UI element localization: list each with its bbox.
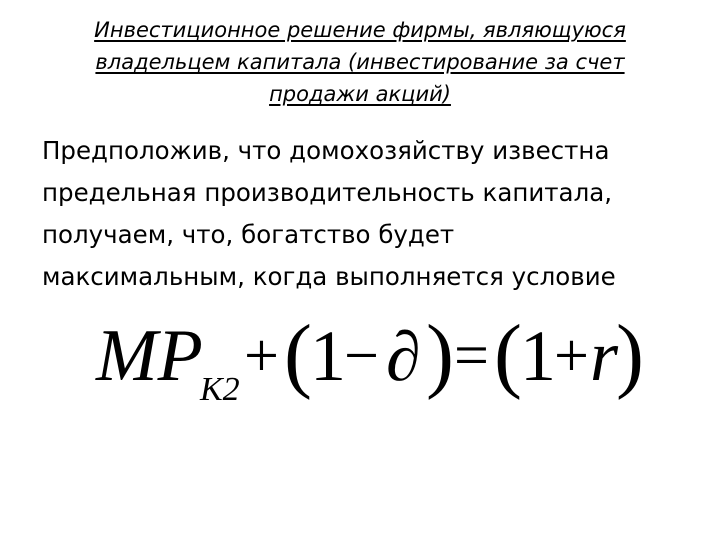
body-line-4: максимальным, когда выполняется условие [42, 262, 616, 291]
body-paragraph [42, 130, 692, 298]
title-line-1: Инвестиционное решение фирмы, являющуюся [94, 18, 626, 42]
formula [96, 302, 644, 412]
formula-rparen-2: ) [616, 308, 644, 401]
title-line-2: владельцем капитала (инвестирование за счет [95, 50, 625, 74]
formula-r: r [590, 316, 619, 396]
body-line-2: предельная производительность капитала, [42, 178, 613, 207]
formula-plus-2: + [554, 322, 589, 390]
body-line-1: Предположив, что домохозяйству известна [42, 136, 610, 165]
formula-plus-1: + [244, 322, 279, 390]
formula-one-1: 1 [310, 316, 346, 396]
formula-svg [96, 302, 644, 412]
formula-lparen-2: ( [494, 308, 522, 401]
formula-equals: = [454, 322, 489, 390]
formula-delta: ∂ [386, 319, 421, 396]
formula-mp: MP [96, 315, 203, 397]
slide-title [50, 14, 670, 110]
title-line-3: продажи акций) [269, 82, 451, 106]
formula-lparen-1: ( [284, 308, 312, 401]
formula-rparen-1: ) [426, 308, 454, 401]
body-line-3: получаем, что, богатство будет [42, 220, 455, 249]
formula-subscript: K2 [200, 371, 240, 408]
formula-one-2: 1 [520, 316, 556, 396]
formula-minus: − [344, 322, 379, 390]
